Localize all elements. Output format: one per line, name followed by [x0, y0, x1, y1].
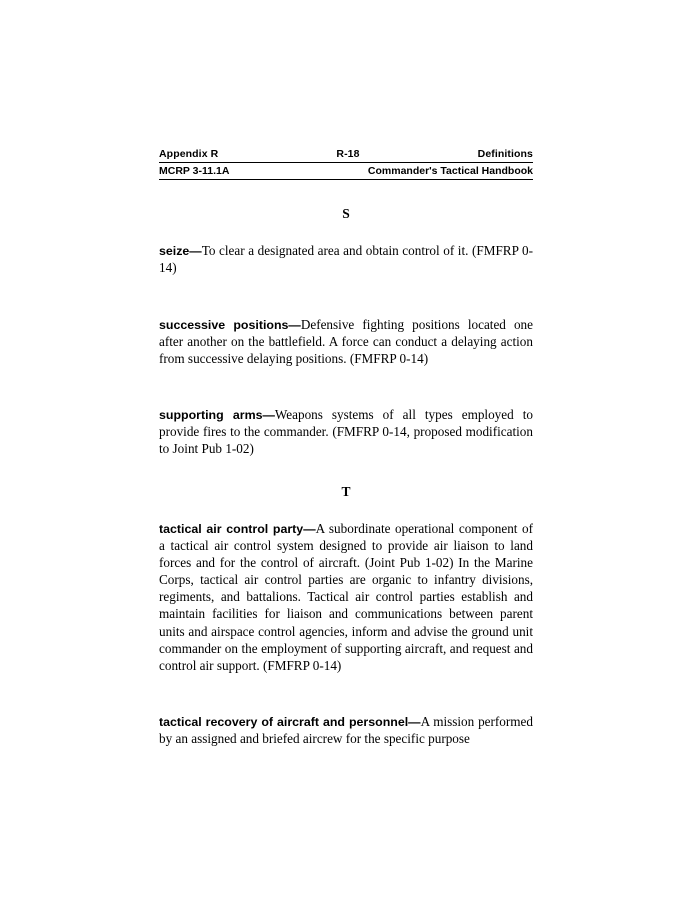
glossary-definition: A subordinate operational component of a tactical air control system designed to provide air liaison to land forces and for the control of aircraft. (Joint Pub 1-02) In the Marine Corps, tactical air control parties are organic to infantry divisions, regiments, and battalions. Tactical air control parties establish and maintain facilities for liaison and communications between parent units and airspace control agencies, inform and advise the ground unit commander on the employment of supporting aircraft, and request and control air support. (FMFRP 0-14)	[159, 520, 533, 673]
page-content	[159, 148, 533, 768]
header-divider-2	[159, 179, 533, 180]
glossary-definition: To clear a designated area and obtain control of it. (FMFRP 0-14)	[159, 243, 533, 276]
glossary-term: tactical recovery of aircraft and personnel—	[159, 715, 421, 730]
header-section-label: Definitions	[477, 148, 533, 160]
page-header-line-2	[159, 165, 533, 177]
glossary-definition: A mission performed by an assigned and briefed aircrew for the specific purpose	[159, 714, 533, 747]
glossary-term: tactical air control party—	[159, 521, 316, 536]
glossary-entry	[159, 520, 533, 674]
glossary-entry	[159, 406, 533, 457]
glossary-term: supporting arms—	[159, 408, 275, 423]
glossary-term: seize—	[159, 244, 202, 258]
glossary-term: successive positions—	[159, 317, 301, 332]
section-letter-s: S	[342, 206, 350, 221]
header-publication-id: MCRP 3-11.1A	[159, 165, 230, 177]
header-divider-1	[159, 162, 533, 163]
header-publication-title: Commander's Tactical Handbook	[367, 165, 533, 177]
glossary-definition: Defensive fighting positions located one after another on the battlefield. A force can conduct a delaying action from successive delaying positions. (FMFRP 0-14)	[159, 316, 534, 366]
glossary-entry	[159, 316, 533, 367]
glossary-entry	[159, 242, 533, 276]
header-appendix-label: Appendix R	[159, 148, 219, 160]
glossary-entry	[159, 713, 533, 747]
header-page-number: R-18	[336, 148, 360, 160]
page-header-line-1	[159, 148, 533, 160]
section-letter-t: T	[341, 483, 351, 499]
glossary-definition: Weapons systems of all types employed to provide fires to the commander. (FMFRP 0-14, proposed modification to Joint Pub 1-02)	[159, 407, 533, 457]
